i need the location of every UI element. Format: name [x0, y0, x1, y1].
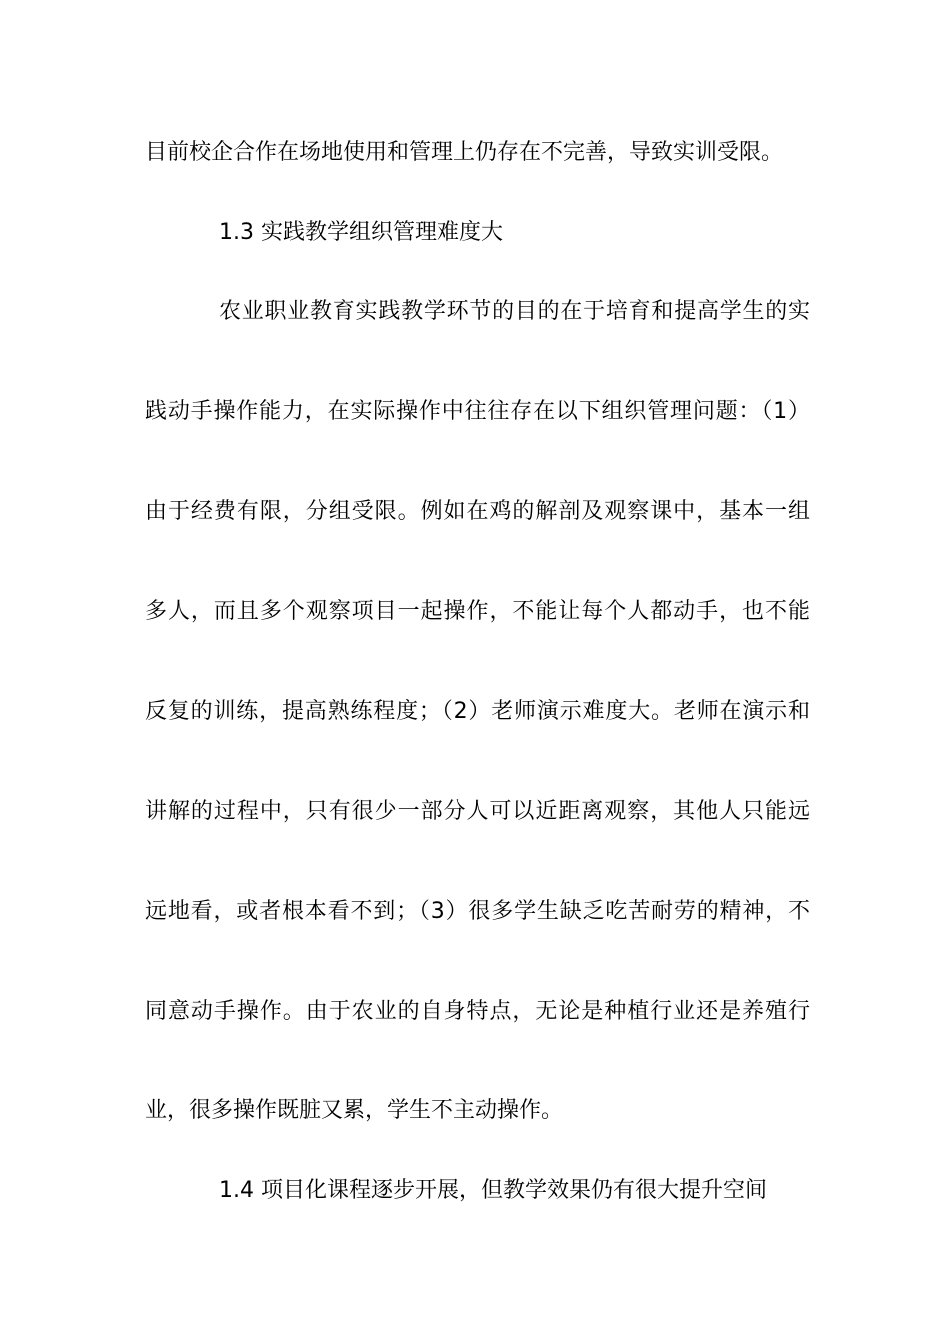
paragraph-line: 农业职业教育实践教学环节的目的在于培育和提高学生的实 — [219, 299, 810, 324]
paragraph-line: 多人，而且多个观察项目一起操作，不能让每个人都动手，也不能 — [145, 599, 810, 624]
section-heading-1-4: 1.4 项目化课程逐步开展，但教学效果仍有很大提升空间 — [219, 1178, 767, 1203]
paragraph-line: 反复的训练，提高熟练程度；（2）老师演示难度大。老师在演示和 — [145, 699, 810, 724]
paragraph-line: 同意动手操作。由于农业的自身特点，无论是种植行业还是养殖行 — [145, 999, 810, 1024]
paragraph-line: 目前校企合作在场地使用和管理上仍存在不完善，导致实训受限。 — [145, 140, 784, 165]
paragraph-line: 讲解的过程中，只有很少一部分人可以近距离观察，其他人只能远 — [145, 799, 810, 824]
section-heading-1-3: 1.3 实践教学组织管理难度大 — [219, 220, 503, 245]
paragraph-line: 业，很多操作既脏又累，学生不主动操作。 — [145, 1098, 564, 1123]
paragraph-line: 践动手操作能力，在实际操作中往往存在以下组织管理问题：（1） — [145, 399, 810, 424]
paragraph-line: 远地看，或者根本看不到；（3）很多学生缺乏吃苦耐劳的精神，不 — [145, 899, 810, 924]
paragraph-line: 由于经费有限，分组受限。例如在鸡的解剖及观察课中，基本一组 — [145, 499, 810, 524]
